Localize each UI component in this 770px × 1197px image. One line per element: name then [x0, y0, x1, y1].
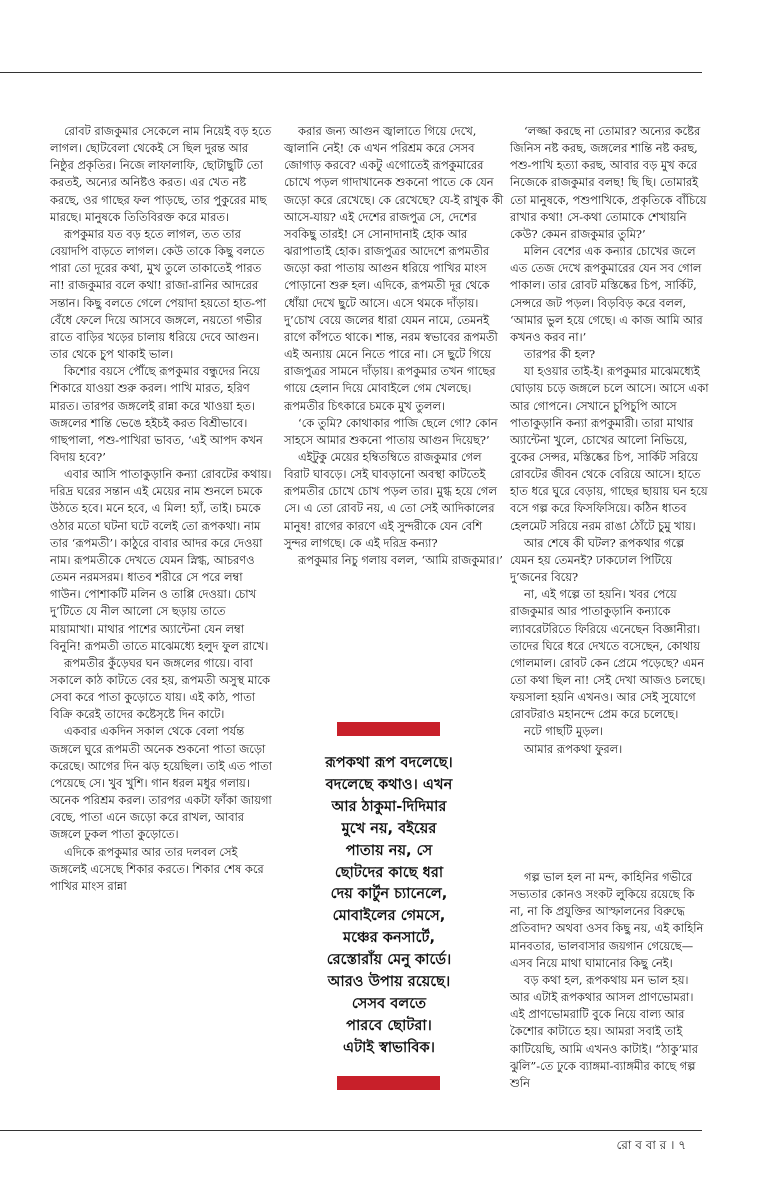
paragraph: কিশোর বয়সে পৌঁছে রূপকুমার বন্ধুদের নিয়ে শিকারে যাওয়া শুরু করল। পাখি মারত, হরিণ মারত। তারপর জঙ্গলেই রান্না করে খাওয়া হত। জঙ্গলের শান্তি ভেঙে হইচই করত বিশ্রীভাবে। গাছপালা, পশু-পাখিরা ভাবত, ‘এই আপদ কখন বিদায় হবে?’: [50, 364, 263, 464]
pull-quote-line: রূপকথা রূপ বদলেছে।: [325, 754, 453, 771]
pull-quote-line: আর ঠাকুমা-দিদিমার: [331, 797, 447, 815]
paragraph: যা হওয়ার তাই-ই। রূপকুমার মাঝেমধ্যেই ঘোড়ায় চড়ে জঙ্গলে চলে আসে। আসে একা আর গোপনে। সেখানে চুপিচুপি আসে পাতাকুড়ানি কন্যা রূপকুমারী। তারা মাথার অ্যান্টেনা খুলে, চোখের আলো নিভিয়ে, বুকের সেন্সর, মস্তিষ্কের চিপ, সার্কিট সরিয়ে রোবটের জীবন থেকে বেরিয়ে আসে। হাতে হাত ধরে ঘুরে বেড়ায়, গাছের ছায়ায় ঘন হয়ে বসে গল্প করে ফিসফিসিয়ে। কঠিন ধাতব হেলমেট সরিয়ে নরম রাঙা ঠোঁটে চুমু খায়।: [510, 364, 709, 533]
article-column-3-continued: [510, 869, 710, 1092]
paragraph: এইটুকু মেয়ের হম্বিতম্বিতে রাজকুমার গেল বিরাট ঘাবড়ে। সেই ঘাবড়ানো অবস্থা কাটতেই রূপমতীর চোখে চোখ পড়ল তার। মুগ্ধ হয়ে গেল সে। এ তো রোবট নয়, এ তো সেই আদিকালের মানুষ! রাগের কারণে এই সুন্দরীকে যেন বেশি সুন্দর লাগছে। কে এই দরিদ্র কন্যা?: [284, 449, 497, 550]
paragraph: ‘লজ্জা করছে না তোমার? অন্যের কষ্টের জিনিস নষ্ট করছ, জঙ্গলের শান্তি নষ্ট করছ, পশু-পাখি হত্যা করছ, আবার বড় মুখ করে নিজেকে রাজকুমার বলছ! ছি ছি। তোমারই তো মানুষকে, পশুপাখিকে, প্রকৃতিকে বাঁচিয়ে রাখার কথা! সে-কথা তোমাকে শেখায়নি কেউ? কেমন রাজকুমার তুমি?’: [510, 124, 707, 241]
paragraph: গল্প ভাল হল না মন্দ, কাহিনির গভীরে সভ্যতার কোনও সংকট লুকিয়ে রয়েছে কি না, না কি প্রযুক্তির আস্ফালনের বিরুদ্ধে প্রতিবাদ? অথবা ওসব কিছু নয়, এই কাহিনি মানবতার, ভালবাসার জয়গান গেয়েছে— এসব নিয়ে মাথা ঘামানোর কিছু নেই।: [510, 870, 704, 970]
pull-quote-line: আরও উপায় রয়েছে।: [327, 973, 451, 991]
article-column-2: [284, 123, 504, 569]
pull-quote-line: মোবাইলের গেমসে,: [332, 907, 446, 925]
top-rule: [0, 72, 702, 73]
pull-quote-top-bar: [337, 722, 440, 736]
paragraph: রোবট রাজকুমার সেকেলে নাম নিয়েই বড় হতে লাগল। ছোটবেলা থেকেই সে ছিল দুরন্ত আর নিষ্ঠুর প্রকৃতির। নিজে লাফালাফি, ছোটাছুটি তো করতই, অন্যের অনিষ্টও করত। এর খেত নষ্ট করছে, ওর গাছের ফল পাড়ছে, তার পুকুরের মাছ মারছে। মানুষকে তিতিবিরক্ত করে মারত।: [50, 124, 272, 224]
pull-quote-line: দেয় কার্টুন চ্যানেলে,: [330, 885, 448, 903]
paragraph: না, এই গল্পে তা হয়নি। খবর পেয়ে রাজকুমার আর পাতাকুড়ানি কন্যাকে ল্যাবরেটরিতে ফিরিয়ে এনেছেন বিজ্ঞানীরা। তাদের ঘিরে ধরে দেখতে বসেছেন, কোথায় গোলমাল। রোবট কেন প্রেমে পড়েছে? এমন তো কথা ছিল না! সেই দেখা আজও চলছে। ফয়সালা হয়নি এখনও। আর সেই সুযোগে রোবটরাও মহানন্দে প্রেম করে চলেছে।: [510, 587, 706, 722]
article-column-1: [50, 123, 272, 895]
paragraph: মলিন বেশের এক কন্যার চোখের জলে এত তেজ দেখে রূপকুমারের যেন সব গোল পাকাল। তার রোবট মস্তিষ্কের চিপ, সার্কিট, সেন্সরে জট পড়ল। বিড়বিড় করে বলল, ‘আমার ভুল হয়ে গেছে। এ কাজ আমি আর কখনও করব না।’: [510, 244, 703, 344]
paragraph: ‘কে তুমি? কোথাকার পাজি ছেলে গো? কোন সাহসে আমার শুকনো পাতায় আগুন দিয়েছ?’: [284, 415, 498, 447]
paragraph: এবার আসি পাতাকুড়ানি কন্যা রোবটের কথায়। দরিদ্র ঘরের সন্তান এই মেয়ের নাম শুনলে চমকে উঠতে হবে। মনে হবে, এ মিল! হ্যাঁ, তাই। চমকে ওঠার মতো ঘটনা ঘটে বলেই তো রূপকথা। নাম তার ‘রূপমতী’। কাঠুরে বাবার আদর করে দেওয়া নাম। রূপমতীকে দেখতে যেমন স্নিগ্ধ, আচরণও তেমন নরমসরম। ধাতব শরীরে সে পরে লম্বা গাউন। পোশাকটি মলিন ও তাপ্পি দেওয়া। চোখ দু’টিতে যে নীল আলো সে ছড়ায় তাতে মায়ামাখা। মাথার পাশের অ্যান্টেনা যেন লম্বা বিনুনি! রূপমতী তাতে মাঝেমধ্যে হলুদ ফুল রাখে।: [50, 467, 272, 653]
pull-quote-line: পারবে ছোটরা।: [346, 1016, 432, 1034]
pull-quote-bottom-bar: [337, 1076, 440, 1090]
pull-quote: [283, 752, 495, 1059]
paragraph: করার জন্য আগুন জ্বালাতে গিয়ে দেখে, জ্বালানি নেই! কে এখন পরিশ্রম করে সেসব জোগাড় করবে? একটু এগোতেই রূপকুমারের চোখে পড়ল গাদাখানেক শুকনো পাতে কে যেন জড়ো করে রেখেছে। কে রেখেছে? যে-ই রাখুক কী আসে-যায়? এই দেশের রাজপুত্র সে, দেশের সবকিছু তারই! সে সোনাদানাই হোক আর ঝরাপাতাই হোক। রাজপুত্রর আদেশে রূপমতীর জড়ো করা পাতায় আগুন ধরিয়ে পাখির মাংস পোড়ানো শুরু হল। এদিকে, রূপমতী দূর থেকে ধোঁয়া দেখে ছুটে আসে। এসে থমকে দাঁড়ায়। দু’চোখ বেয়ে জলের ধারা যেমন নামে, তেমনই রাগে কাঁপতে থাকে। শান্ত, নরম স্বভাবের রূপমতী এই অন্যায় মেনে নিতে পারে না। সে ছুটে গিয়ে রাজপুত্রর সামনে দাঁড়ায়। রূপকুমার তখন গাছের গায়ে হেলান দিয়ে মোবাইলে গেম খেলছে। রূপমতীর চিৎকারে চমকে মুখ তুলল।: [284, 124, 504, 413]
paragraph: রূপকুমার যত বড় হতে লাগল, তত তার বেয়াদপি বাড়তে লাগল। কেউ তাকে কিছু বলতে পারা তো দূরের কথা, মুখ তুলে তাকাতেই পারত না! রাজকুমার বলে কথা! রাজা-রানির আদরের সন্তান। কিছু বলতে গেলে পেয়াদা হয়তো হাত-পা বেঁধে ফেলে দিয়ে আসবে জঙ্গলে, নয়তো গভীর রাতে বাড়ির খড়ের চালায় ধরিয়ে দেবে আগুন। তার থেকে চুপ থাকাই ভাল।: [50, 226, 266, 362]
paragraph: আমার রূপকথা ফুরল।: [524, 741, 623, 756]
paragraph: একবার একদিন সকাল থেকে বেলা পর্যন্ত জঙ্গলে ঘুরে রূপমতী অনেক শুকনো পাতা জড়ো করেছে। আগের দিন ঝড় হয়েছিল। তাই এত পাতা পেয়েছে সে। খুব খুশি। গান ধরল মধুর গলায়। অনেক পরিশ্রম করল। তারপর একটা ফাঁকা জায়গা বেছে, পাতা এনে জড়ো করে রাখল, আবার জঙ্গলে ঢুকল পাতা কুড়োতে।: [50, 724, 272, 842]
paragraph: রূপমতীর কুঁড়েঘর ঘন জঙ্গলের গায়ে। বাবা সকালে কাঠ কাটতে বের হয়, রূপমতী অসুস্থ মাকে সেবা করে পাতা কুড়োতে যায়। এই কাঠ, পাতা বিক্রি করেই তাদের কষ্টেসৃষ্টে দিন কাটে।: [50, 655, 270, 722]
paragraph: নটে গাছটি মুড়ল।: [524, 724, 603, 739]
paragraph: এদিকে রূপকুমার আর তার দলবল সেই জঙ্গলেই এসেছে শিকার করতে। শিকার শেষ করে পাখির মাংস রান্না: [50, 844, 264, 893]
pull-quote-line: বদলেছে কথাও। এখন: [325, 775, 453, 793]
pull-quote-line: মুখে নয়, বইয়ের: [341, 819, 437, 837]
pull-quote-line: রেস্তোরাঁয় মেনু কার্ডে।: [326, 951, 452, 969]
paragraph: রূপকুমার নিচু গলায় বলল, ‘আমি রাজকুমার।’: [298, 552, 503, 567]
pull-quote-line: মঞ্চের কনসার্টে,: [343, 929, 435, 947]
bottom-rule: [0, 1130, 702, 1131]
page-footer: রো ব বা র । ৭: [616, 1138, 686, 1152]
paragraph: আর শেষে কী ঘটল? রূপকথার গল্পে যেমন হয় তেমনই? ঢাকঢোল পিটিয়ে দু’জনের বিয়ে?: [510, 535, 685, 585]
pull-quote-line: পাতায় নয়, সে: [345, 841, 433, 859]
pull-quote-line: সেসব বলতে: [351, 994, 427, 1012]
pull-quote-line: এটাই স্বাভাবিক।: [343, 1038, 435, 1056]
article-column-3: [510, 123, 710, 758]
pull-quote-line: ছোটদের কাছে ধরা: [334, 863, 444, 881]
paragraph: বড় কথা হল, রূপকথায় মন ভাল হয়। আর এটাই রূপকথার আসল প্রাণভোমরা। এই প্রাণভোমরাটি বুকে নিয়ে বাল্য আর কৈশোর কাটাতে হয়। আমরা সবাই তাই কাটিয়েছি, আমি এখনও কাটাই। “ঠাকু’মার ঝুলি”-তে ঢুকে ব্যাঙ্গমা-ব্যাঙ্গমীর কাছে গল্প শুনি: [510, 972, 698, 1090]
paragraph: তারপর কী হল?: [524, 347, 596, 362]
